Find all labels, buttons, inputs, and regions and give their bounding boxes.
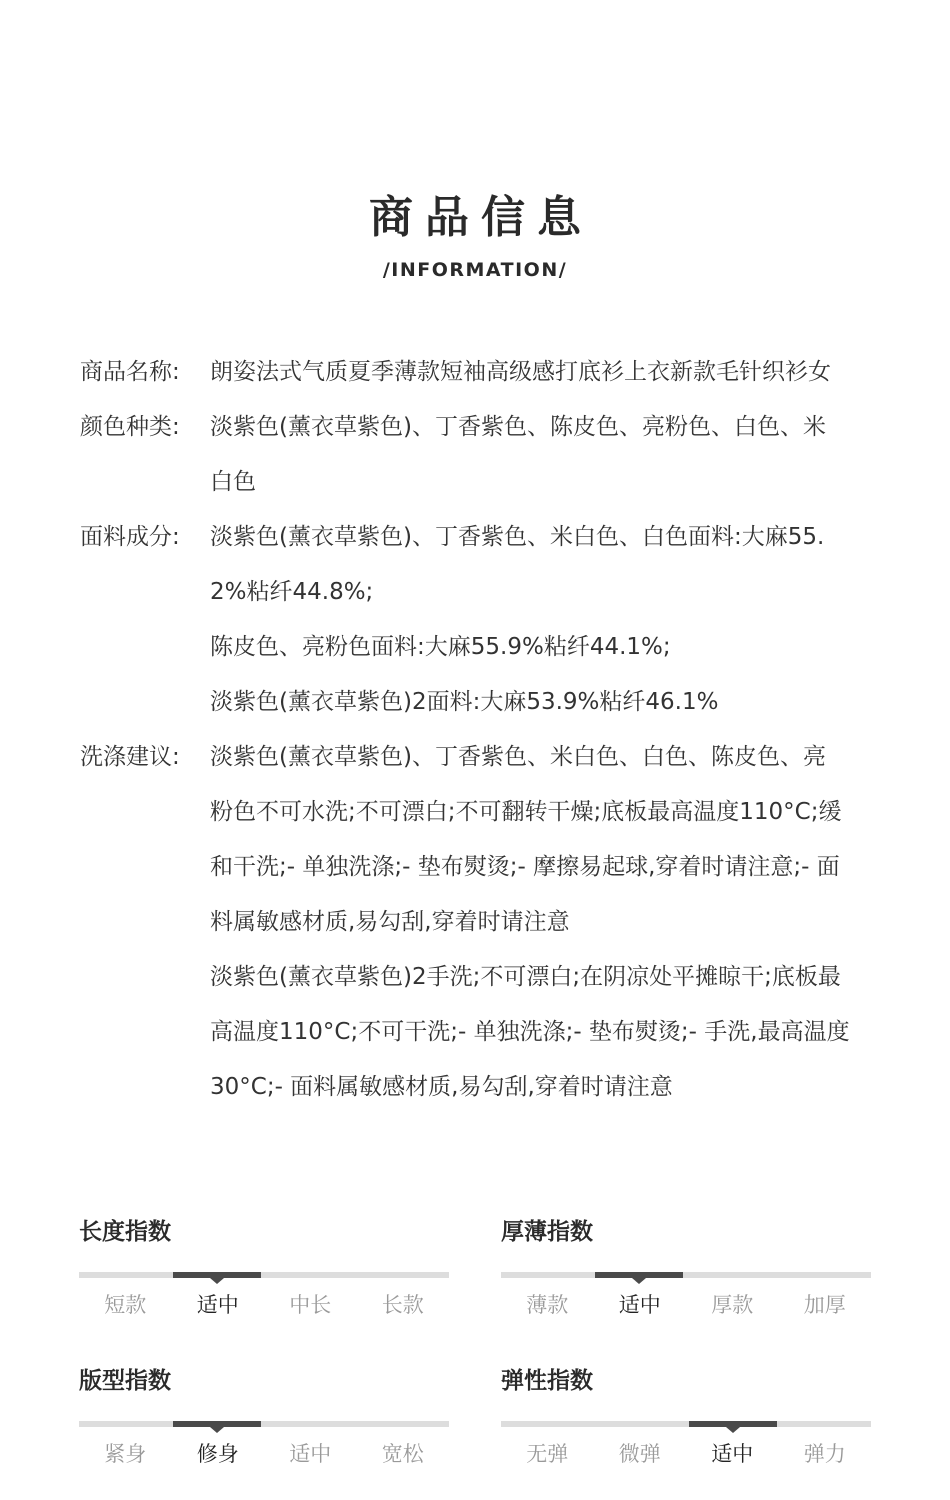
thickness-index-title: 厚薄指数 [501,1219,593,1245]
fit-index-bar [79,1421,449,1427]
info-line: 淡紫色(薰衣草紫色)2面料:大麻53.9%粘纤46.1% [210,689,719,715]
elasticity-index-indicator [689,1421,777,1427]
thickness-option-medium: 适中 [618,1293,661,1317]
info-line: 高温度110°C;不可干洗;- 单独洗涤;- 垫布熨烫;- 手洗,最高温度 [210,1019,850,1045]
info-label-wash: 洗涤建议: [80,744,180,770]
fit-index-title: 版型指数 [79,1368,171,1394]
length-option-short: 短款 [104,1293,147,1317]
length-index-options [79,1290,449,1320]
pointer-triangle-icon [210,1278,224,1284]
thickness-index-options [501,1290,871,1320]
pointer-triangle-icon [726,1427,740,1433]
info-label-fabric: 面料成分: [80,524,180,550]
length-index-bar [79,1272,449,1278]
thickness-index-indicator [595,1272,683,1278]
pointer-triangle-icon [210,1427,224,1433]
info-row-name [80,345,900,400]
page-subtitle: /INFORMATION/ [382,259,568,281]
fit-option-slim: 修身 [196,1442,239,1466]
fit-option-tight: 紧身 [104,1442,147,1466]
length-option-mid-long: 中长 [289,1293,332,1317]
fit-index [79,1366,449,1469]
elasticity-index-options [501,1439,871,1469]
length-index-title: 长度指数 [79,1219,171,1245]
thickness-option-thin: 薄款 [526,1293,569,1317]
info-value-name [210,345,880,400]
fit-option-loose: 宽松 [381,1442,424,1466]
pointer-triangle-icon [632,1278,646,1284]
info-row-wash [80,730,900,1115]
info-value-wash [210,730,880,1115]
elasticity-index-bar [501,1421,871,1427]
fit-index-indicator [173,1421,261,1427]
info-row-color [80,400,900,510]
length-option-medium: 适中 [196,1293,239,1317]
info-line: 淡紫色(薰衣草紫色)、丁香紫色、陈皮色、亮粉色、白色、米 [210,414,826,440]
thickness-index-bar [501,1272,871,1278]
length-option-long: 长款 [381,1293,424,1317]
info-line: 和干洗;- 单独洗涤;- 垫布熨烫;- 摩擦易起球,穿着时请注意;- 面 [210,854,840,880]
fit-index-options [79,1439,449,1469]
fit-option-regular: 适中 [289,1442,332,1466]
product-info [80,345,900,1115]
info-value-fabric [210,510,880,730]
info-row-fabric [80,510,900,730]
info-label-name: 商品名称: [80,359,180,385]
info-line: 陈皮色、亮粉色面料:大麻55.9%粘纤44.1%; [210,634,671,660]
elasticity-index-title: 弹性指数 [501,1368,593,1394]
info-line: 淡紫色(薰衣草紫色)2手洗;不可漂白;在阴凉处平摊晾干;底板最 [210,964,841,990]
elasticity-index [501,1366,871,1469]
info-line: 料属敏感材质,易勾刮,穿着时请注意 [210,909,570,935]
elasticity-option-stretch: 弹力 [803,1442,846,1466]
page-title: 商品信息 [369,192,593,243]
length-index [79,1217,449,1320]
info-line: 白色 [210,469,256,495]
thickness-index [501,1217,871,1320]
info-line: 淡紫色(薰衣草紫色)、丁香紫色、米白色、白色面料:大麻55. [210,524,825,550]
info-value-color [210,400,880,510]
elasticity-option-medium: 适中 [711,1442,754,1466]
info-line: 朗姿法式气质夏季薄款短袖高级感打底衫上衣新款毛针织衫女 [210,359,831,385]
info-line: 粉色不可水洗;不可漂白;不可翻转干燥;底板最高温度110°C;缓 [210,799,842,825]
info-line: 30°C;- 面料属敏感材质,易勾刮,穿着时请注意 [210,1074,673,1100]
thickness-option-extra-thick: 加厚 [803,1293,846,1317]
elasticity-option-slight: 微弹 [618,1442,661,1466]
thickness-option-thick: 厚款 [711,1293,754,1317]
info-line: 淡紫色(薰衣草紫色)、丁香紫色、米白色、白色、陈皮色、亮 [210,744,826,770]
info-label-color: 颜色种类: [80,414,180,440]
length-index-indicator [173,1272,261,1278]
elasticity-option-none: 无弹 [526,1442,569,1466]
info-line: 2%粘纤44.8%; [210,579,374,605]
